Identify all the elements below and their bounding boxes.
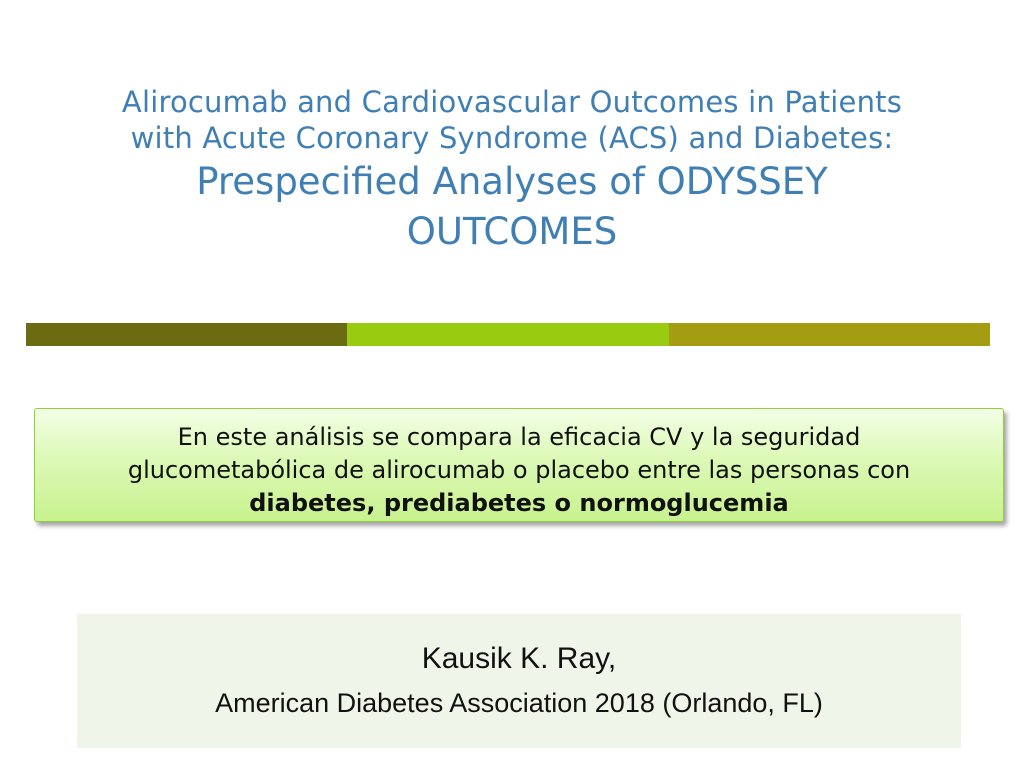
decorative-color-bar — [26, 323, 990, 346]
title-line-4: OUTCOMES — [406, 210, 618, 253]
callout-line-3-bold: diabetes, prediabetes o normoglucemia — [249, 489, 789, 517]
summary-callout-box — [34, 408, 1004, 522]
title-line-2: with Acute Coronary Syndrome (ACS) and Diabetes: — [130, 121, 894, 155]
slide-title — [30, 84, 994, 256]
callout-line-2: glucometabólica de alirocumab o placebo entre las personas con — [127, 456, 911, 484]
color-bar-segment-lime — [347, 323, 668, 346]
title-line-3: Prespecified Analyses of ODYSSEY — [196, 160, 828, 203]
color-bar-segment-mustard — [669, 323, 990, 346]
color-bar-segment-olive — [26, 323, 347, 346]
callout-line-1: En este análisis se compara la eficacia CV y la seguridad — [177, 423, 861, 451]
author-name: Kausik K. Ray, — [421, 642, 617, 675]
conference-name: American Diabetes Association 2018 (Orlando, FL) — [215, 688, 823, 718]
author-info-box — [77, 614, 961, 748]
title-line-1: Alirocumab and Cardiovascular Outcomes in Patients — [121, 85, 903, 119]
